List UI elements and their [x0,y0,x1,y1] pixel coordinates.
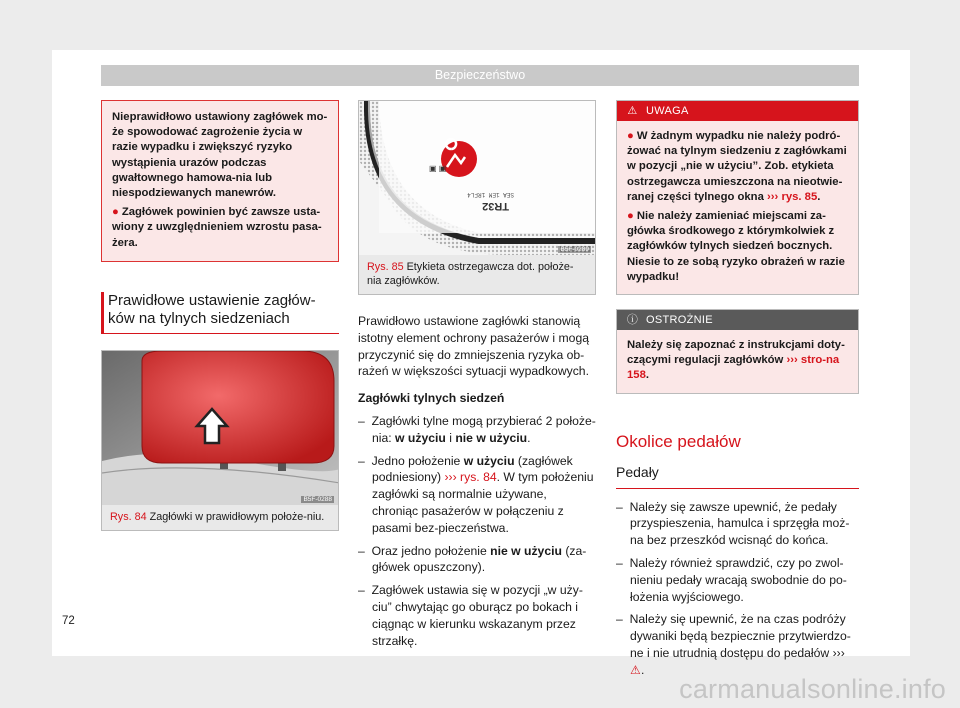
warning-triangle-icon: ⚠ [630,662,641,677]
figure-caption [359,255,595,294]
uwaga-header: ⚠ UWAGA [617,101,858,121]
warning-triangle-icon: ⚠ [627,105,638,117]
figure-code: B5F-0288 [303,495,332,503]
bullet-icon: ● [627,130,634,142]
list-item: – Zagłówki tylne mogą przybierać 2 położe-nia: w użyciu i nie w użyciu. [358,413,596,445]
figure-85 [358,100,596,295]
uwaga-item: ● W żadnym wypadku nie należy podró-żować na tylnym siedzeniu z zagłówkami w pozycji „nie w użyciu”. Zob. etykieta ostrzegawcza umieszczona na nieotwie-ranej części tylnego okna ››› rys. 85. [627,130,847,203]
figure-ref: Rys. 85 [367,261,404,273]
bullet-icon: ● [112,206,119,219]
page-link[interactable]: ››› stro-na 158 [627,354,840,382]
column-right [616,100,859,679]
list-item: – Należy się zawsze upewnić, że pedały przyspieszenia, hamulca i sprzęgła moż-na bez przeszkód wcisnąć do końca. [616,499,850,548]
list-item: – Oraz jedno położenie nie w użyciu (za-główek opuszczony). [358,543,587,575]
figure-link[interactable]: ››› rys. 85 [767,190,818,203]
figure-caption [102,505,338,530]
ostroznie-header: ⓘ OSTROŻNIE [617,310,858,330]
section-title: Prawidłowe ustawienie zagłów-ków na tylnych siedzeniach [108,291,316,328]
bullet-icon: ● [627,210,634,223]
watermark: carmanualsonline.info [679,674,946,704]
warning-bullet-item: ● Zagłówek powinien być zawsze usta-wiony z uwzględnieniem wzrostu pasa-żera. [112,206,322,249]
pedals-list [616,499,859,679]
svg-text:▣ ▣: ▣ ▣ [429,164,447,173]
uwaga-body [617,121,858,294]
warning-text: Nieprawidłowo ustawiony zagłówek mo-że spowodować zagrożenie życia w razie wypadku i zwiększyć ryzyko wystąpienia urazów podczas gwałtownego hamowa-nia lub niespodziewanych manewrów. [112,111,328,200]
figure-link[interactable]: ››› rys. 84 [444,470,497,485]
chapter-heading: Okolice pedałów [616,431,741,451]
intro-paragraph: Prawidłowo ustawione zagłówki stanowią istotny element ochrony pasażerów i mogą przyczynić się do zmniejszenia ryzyka ob-rażeń w większości sytuacji wypadkowych. [358,314,590,379]
figure-84 [101,350,339,531]
headrest-image [102,351,338,505]
caption-text: Etykieta ostrzegawcza dot. położe-nia zagłówków. [367,261,574,287]
caption-text: Zagłówki w prawidłowym położe-niu. [149,510,325,523]
list-item: – Zagłówek ustawia się w pozycji „w uży-ciu” chwytając go oburącz po bokach i ciągnąc w kierunku wskazanym przez strzałkę. [358,583,583,648]
subhead: Zagłówki tylnych siedzeń [358,391,505,406]
sub-heading: Pedały [616,464,859,489]
svg-text:TR32: TR32 [482,200,509,212]
ostroznie-box [616,309,859,394]
list-item: – Należy się upewnić, że na czas podróży dywaniki będą bezpiecznie przytwierdzo-ne i nie utrudnią dostępu do pedałów ››› ⚠. [616,612,851,677]
body-text [358,313,596,649]
info-circle-icon: ⓘ [626,314,639,327]
page-number: 72 [62,615,75,627]
uwaga-item: ● Nie należy zamieniać miejscami za-główka środkowego z którymkolwiek z zagłówków tylnych siedzeń bocznych. Niesie to ze sobą ryzyko obrażeń w razie wypadku! [627,210,845,283]
column-middle [358,100,596,649]
figure-ref: Rys. 84 [110,510,147,523]
figure-code: B5F-0289 [560,246,589,253]
column-left [101,100,339,531]
warning-link[interactable]: ››› [832,646,845,661]
label-image [359,101,595,255]
uwaga-box [616,100,859,295]
warning-box [101,100,339,262]
list-item: – Należy również sprawdzić, czy po zwol-nieniu pedały wracają swobodnie do po-łożenia wyjściowego. [616,556,847,604]
list-item: – Jedno położenie w użyciu (zagłówek podniesiony) ››› rys. 84. W tym położeniu zagłówki są normalnie używane, chroniąc pasażerów w połączeniu z pasami bez-pieczeństwa. [358,453,594,535]
svg-text:SEA 1EM 1RFL4: SEA 1EM 1RFL4 [467,191,514,198]
section-rule [101,333,339,334]
page-header: Bezpieczeństwo [101,65,859,86]
section-heading [101,292,339,334]
ostroznie-text: Należy się zapoznać z instrukcjami doty-czącymi regulacji zagłówków ››› stro-na 158. [627,339,845,382]
ostroznie-body [617,330,858,393]
